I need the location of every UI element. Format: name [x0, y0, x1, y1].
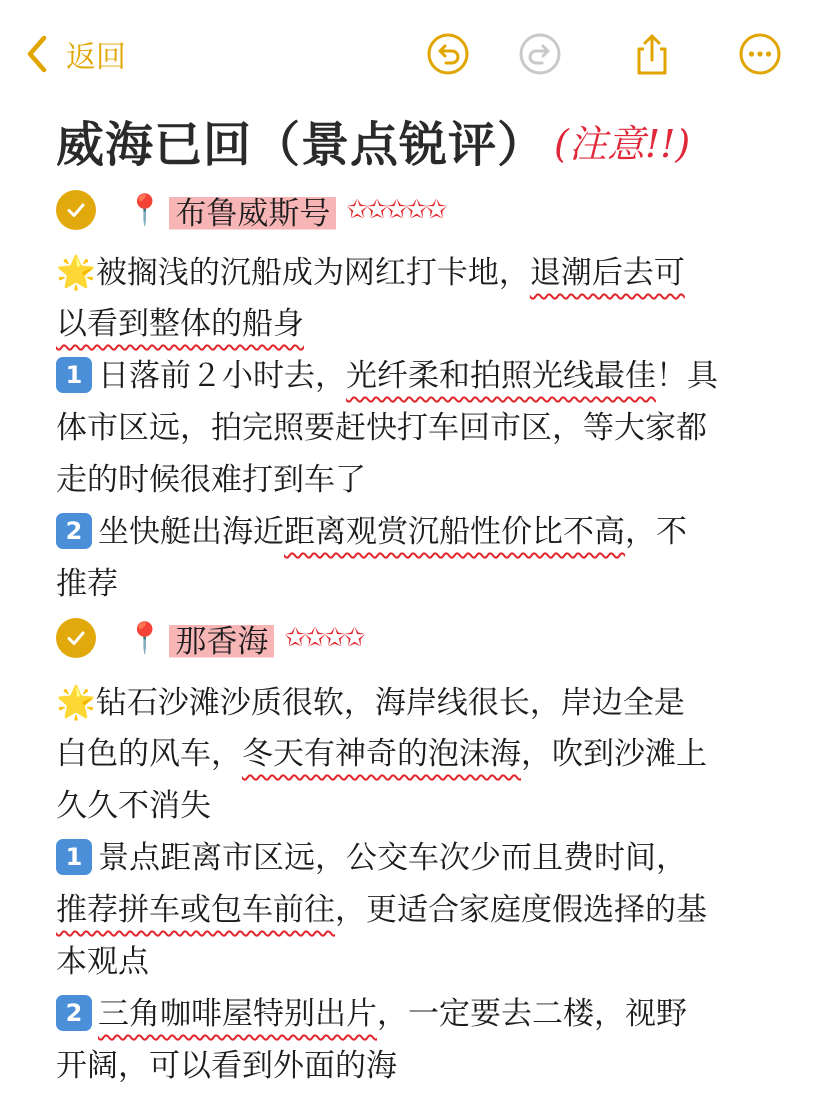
checklist-checkbox[interactable]	[56, 190, 96, 230]
section-header-2	[56, 614, 364, 662]
underlined-text: 光纤柔和拍照光线最佳	[346, 358, 656, 394]
text-line	[56, 298, 776, 350]
more-button[interactable]	[738, 32, 782, 76]
keycap-2-icon: 2	[56, 995, 92, 1031]
chevron-left-icon	[22, 32, 52, 76]
section-body-2	[56, 676, 776, 1092]
redo-button[interactable]	[518, 32, 562, 76]
text-span: 被搁浅的沉船成为网红打卡地，	[95, 255, 530, 291]
keycap-1-icon: 1	[56, 357, 92, 393]
text-span: 景点距离市区远，公交车次少而且费时间，	[98, 840, 687, 876]
text-line	[56, 728, 776, 780]
text-span: ，不	[625, 514, 687, 550]
star-rating: ✩✩✩✩	[284, 623, 364, 653]
share-icon	[630, 32, 674, 76]
undo-icon	[426, 32, 470, 76]
text-line	[56, 246, 776, 298]
section-header-1	[56, 186, 445, 234]
share-button[interactable]	[630, 32, 674, 76]
text-span: 坐快艇出海近	[98, 514, 284, 550]
checkmark-icon	[64, 198, 88, 222]
back-label[interactable]: 返回	[66, 40, 126, 75]
note-title[interactable]: 威海已回（景点锐评）	[56, 116, 547, 173]
glowing-star-icon: 🌟	[56, 253, 96, 291]
text-line: 久久不消失	[56, 788, 211, 824]
underlined-text: 推荐拼车或包车前往	[56, 892, 335, 928]
text-line	[56, 506, 776, 558]
keycap-1-icon: 1	[56, 839, 92, 875]
keycap-2-icon: 2	[56, 513, 92, 549]
toolbar	[0, 0, 828, 108]
underlined-text: 三角咖啡屋特别出片	[98, 996, 377, 1032]
section-body-1	[56, 246, 776, 610]
note-title-row	[56, 108, 690, 172]
text-line: 开阔，可以看到外面的海	[56, 1048, 397, 1084]
text-span: ！具	[656, 358, 718, 394]
checklist-checkbox[interactable]	[56, 618, 96, 658]
text-line	[56, 676, 776, 728]
glowing-star-icon: 🌟	[56, 683, 96, 721]
text-span: 日落前２小时去，	[98, 358, 346, 394]
text-span: 白色的风车，	[56, 736, 242, 772]
title-handwritten-note: (注意!!)	[554, 121, 691, 166]
pin-icon: 📍	[126, 620, 164, 656]
back-button[interactable]	[22, 30, 126, 78]
place-name: 那香海	[169, 616, 274, 661]
pin-icon: 📍	[126, 192, 164, 228]
redo-icon	[518, 32, 562, 76]
text-span: ，吹到沙滩上	[521, 736, 707, 772]
checkmark-icon	[64, 626, 88, 650]
text-line: 推荐	[56, 566, 118, 602]
text-span: ，一定要去二楼，视野	[377, 996, 687, 1032]
text-line: 走的时候很难打到车了	[56, 462, 366, 498]
text-line: 本观点	[56, 944, 149, 980]
underlined-text: 冬天有神奇的泡沫海	[242, 736, 521, 772]
star-rating: ✩✩✩✩✩	[346, 195, 446, 225]
text-line	[56, 350, 776, 402]
undo-button[interactable]	[426, 32, 470, 76]
underlined-text: 以看到整体的船身	[56, 306, 304, 342]
text-line	[56, 884, 776, 936]
underlined-text: 距离观赏沉船性价比不高	[284, 514, 625, 550]
text-span: 钻石沙滩沙质很软，海岸线很长，岸边全是	[95, 685, 685, 721]
underlined-text: 退潮后去可	[529, 255, 685, 291]
text-line	[56, 988, 776, 1040]
more-icon	[738, 32, 782, 76]
text-line: 体市区远，拍完照要赶快打车回市区，等大家都	[56, 410, 707, 446]
text-span: ，更适合家庭度假选择的基	[335, 892, 707, 928]
text-line	[56, 832, 776, 884]
place-name: 布鲁威斯号	[169, 188, 336, 233]
